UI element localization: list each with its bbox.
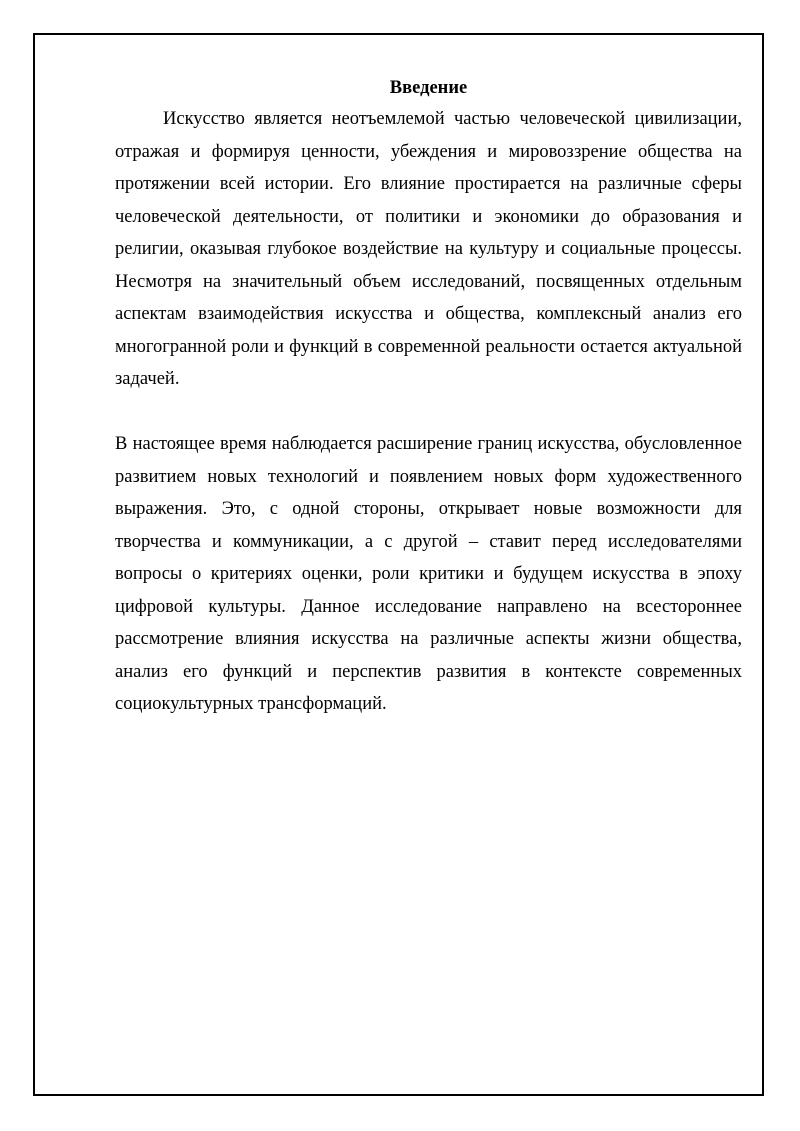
document-body: [115, 75, 742, 721]
paragraph-intro: Искусство является неотъемлемой частью человеческой цивилизации, отражая и формируя ценности, убеждения и мировоззрение общества на протяжении всей истории. Его влияние простирается на различные сферы человеческой деятельности, от политики и экономики до образования и религии, оказывая глубокое воздействие на культуру и социальные процессы. Несмотря на значительный объем исследований, посвященных отдельным аспектам взаимодействия искусства и общества, комплексный анализ его многогранной роли и функций в современной реальности остается актуальной задачей.: [115, 109, 742, 389]
document-title: Введение: [389, 78, 468, 98]
paragraph-current-state: В настоящее время наблюдается расширение границ искусства, обусловленное развитием новых технологий и появлением новых форм художественного выражения. Это, с одной стороны, открывает новые возможности для творчества и коммуникации, а с другой – ставит перед исследователями вопросы о критериях оценки, роли критики и будущем искусства в эпоху цифровой культуры. Данное исследование направлено на всестороннее рассмотрение влияния искусства на различные аспекты жизни общества, анализ его функций и перспектив развития в контексте современных социокультурных трансформаций.: [115, 434, 742, 714]
